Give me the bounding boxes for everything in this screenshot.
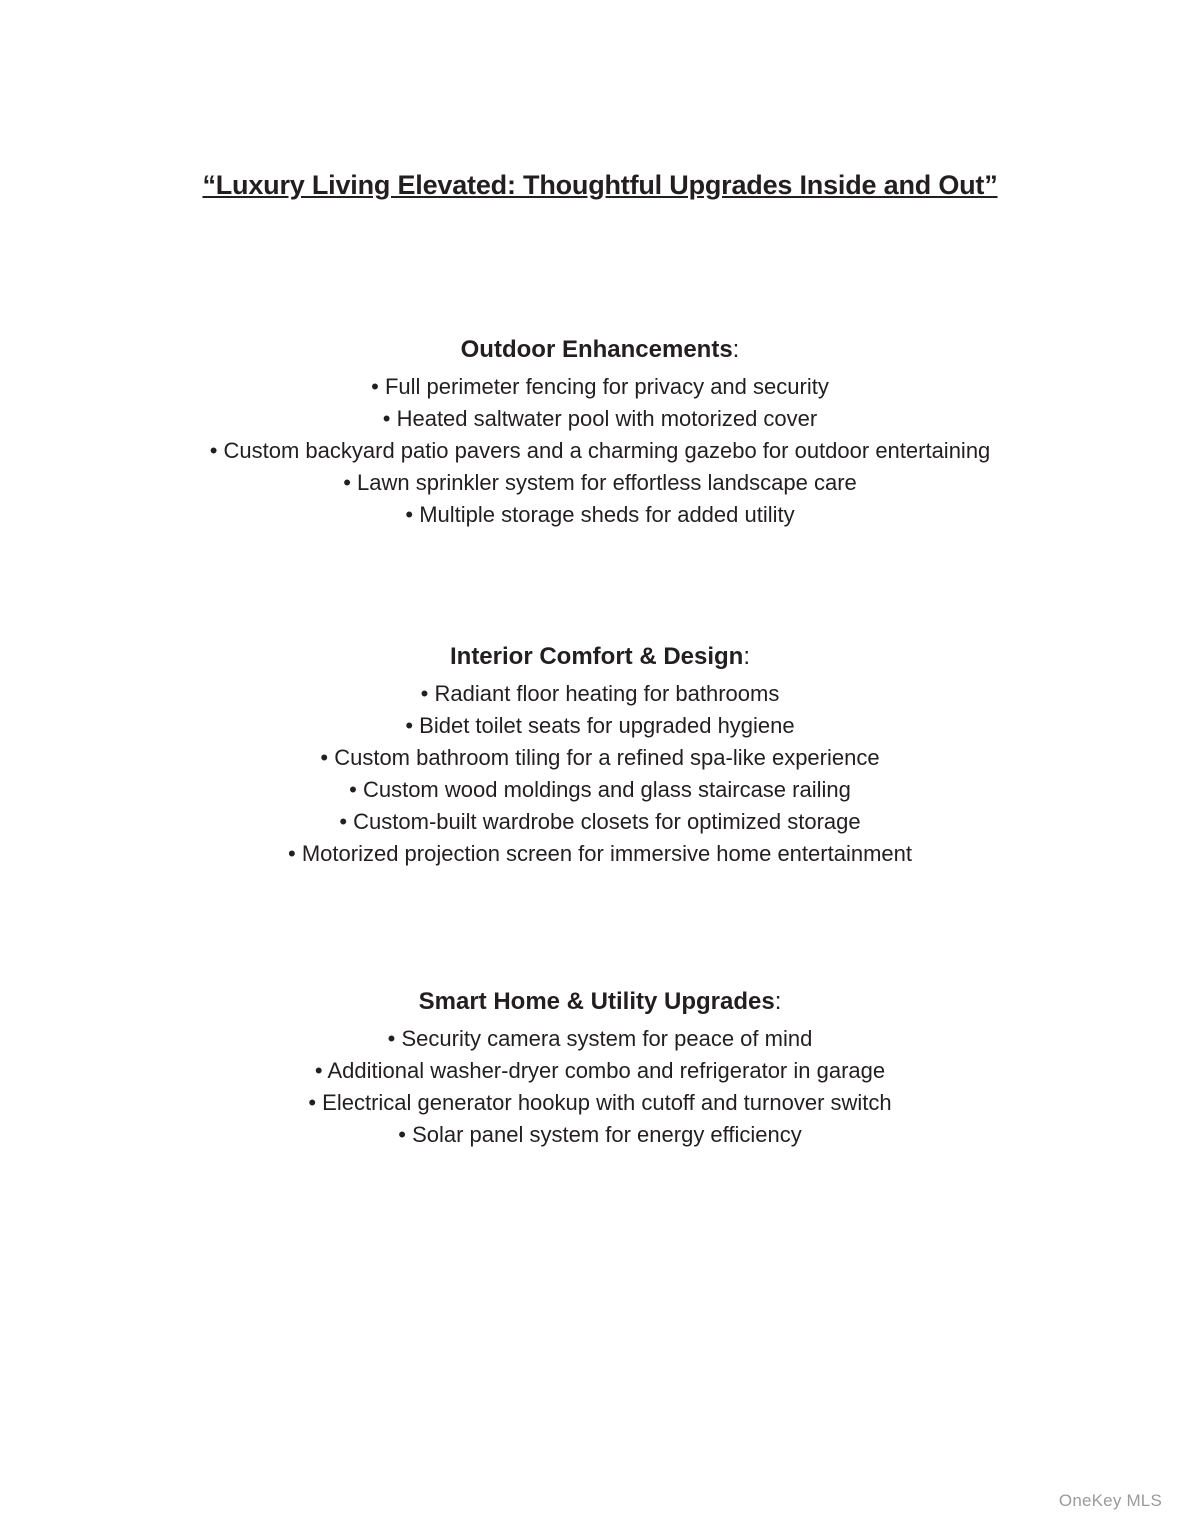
page-title: “Luxury Living Elevated: Thoughtful Upgrades Inside and Out”	[202, 170, 998, 200]
list-item: • Multiple storage sheds for added utility	[405, 502, 795, 527]
bullet-list	[170, 371, 1030, 531]
list-item: • Security camera system for peace of mind	[387, 1026, 813, 1051]
section-heading	[170, 988, 1030, 1016]
section-smart-home-utility-upgrades	[0, 988, 1200, 1151]
list-item: • Heated saltwater pool with motorized cover	[382, 406, 818, 431]
watermark-onekey-mls: OneKey MLS	[1058, 1491, 1162, 1510]
list-item: • Custom bathroom tiling for a refined spa-like experience	[320, 745, 880, 770]
section-outdoor-enhancements	[0, 336, 1200, 531]
list-item: • Solar panel system for energy efficiency	[398, 1122, 802, 1147]
section-heading-colon: :	[774, 988, 782, 1015]
list-item: • Custom-built wardrobe closets for optimized storage	[339, 809, 861, 834]
list-item: • Bidet toilet seats for upgraded hygiene	[405, 713, 795, 738]
bullet-list	[170, 678, 1030, 870]
list-item: • Motorized projection screen for immersive home entertainment	[288, 841, 912, 866]
list-item: • Radiant floor heating for bathrooms	[420, 681, 780, 706]
section-heading-text: Smart Home & Utility Upgrades	[418, 988, 775, 1015]
section-heading-colon: :	[743, 643, 750, 670]
list-item: • Custom wood moldings and glass staircase railing	[349, 777, 851, 802]
section-heading	[170, 336, 1030, 364]
list-item: • Electrical generator hookup with cutoff and turnover switch	[308, 1090, 892, 1115]
section-heading-text: Outdoor Enhancements	[460, 336, 733, 363]
list-item: • Custom backyard patio pavers and a charming gazebo for outdoor entertaining	[209, 438, 991, 463]
list-item: • Full perimeter fencing for privacy and security	[371, 374, 829, 399]
section-interior-comfort-design	[0, 643, 1200, 870]
list-item: • Additional washer-dryer combo and refrigerator in garage	[314, 1058, 886, 1083]
bullet-list	[170, 1023, 1030, 1151]
section-heading	[170, 643, 1030, 671]
list-item: • Lawn sprinkler system for effortless landscape care	[343, 470, 857, 495]
section-heading-colon: :	[732, 336, 740, 363]
section-heading-text: Interior Comfort & Design	[449, 643, 744, 670]
